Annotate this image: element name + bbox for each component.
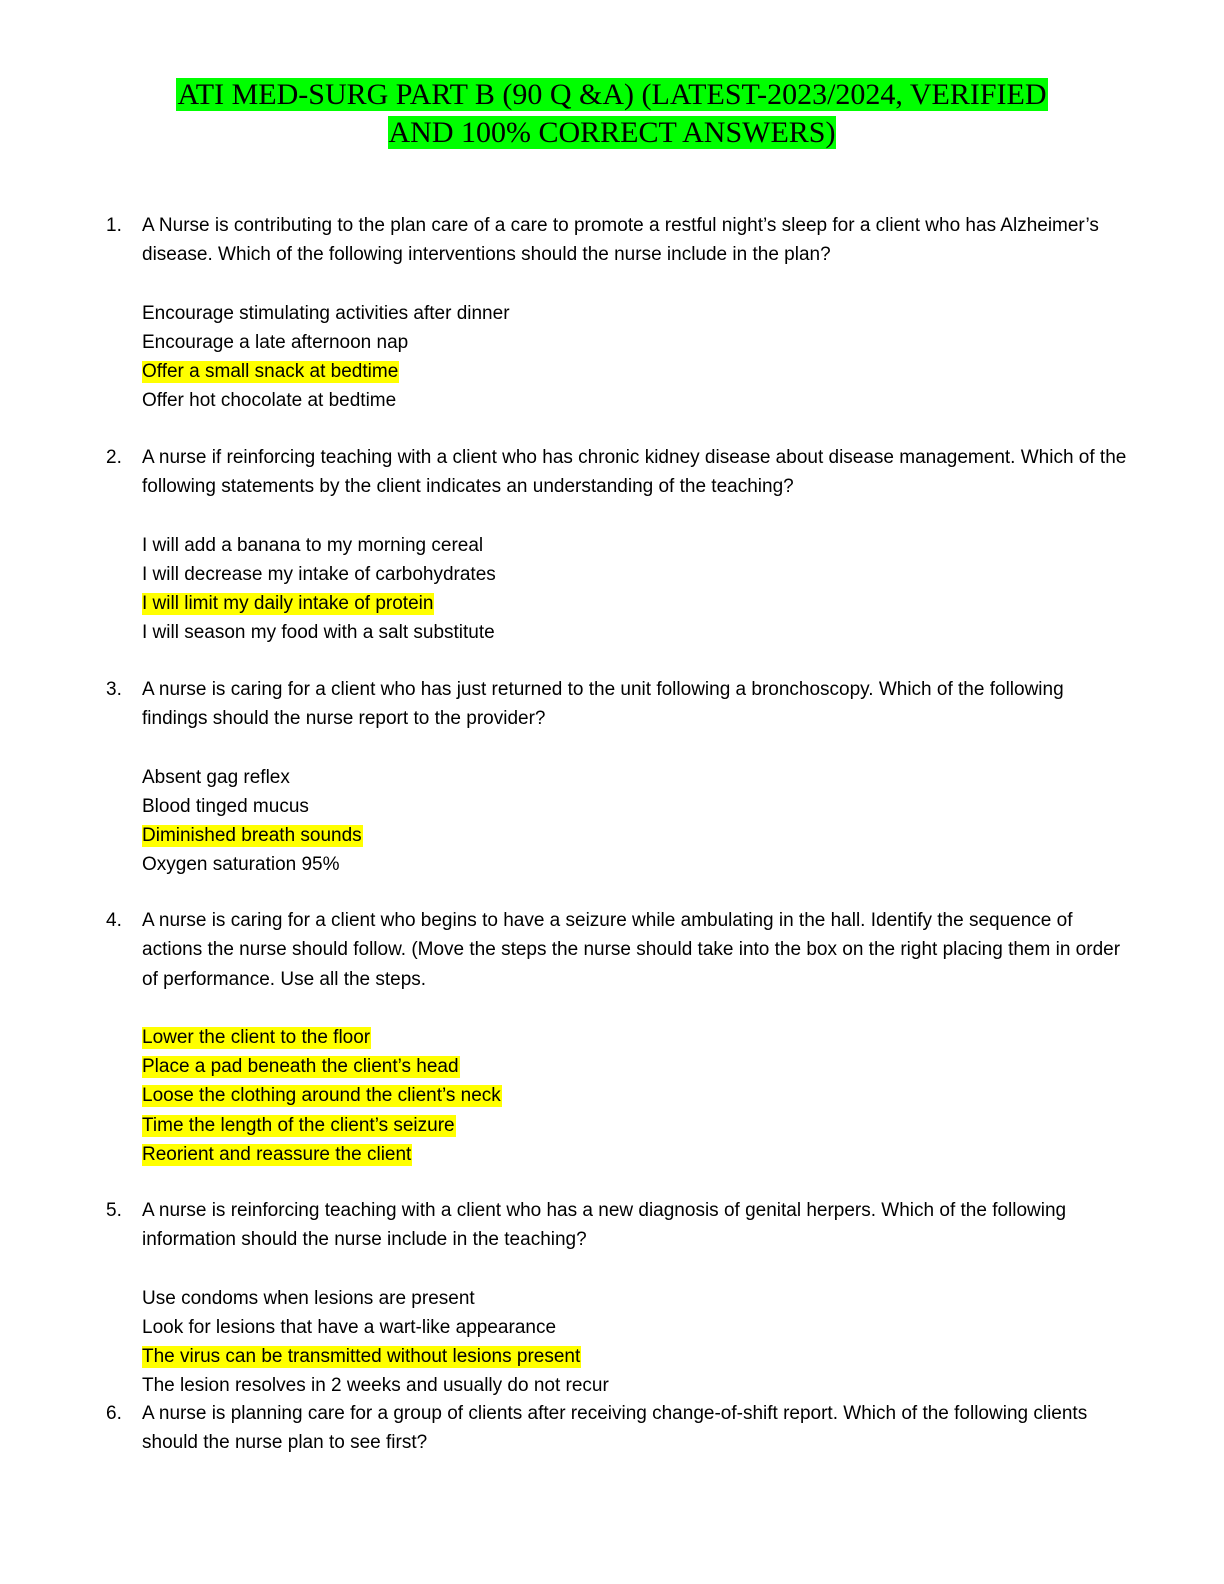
answer-options xyxy=(142,1284,1130,1401)
answer-options xyxy=(142,763,1130,880)
question-text: A nurse is caring for a client who has just returned to the unit following a bronchoscopy. Which of the following findings should the nurse report to the provider? xyxy=(142,679,1064,730)
question-4 xyxy=(100,906,1130,1169)
answer-option: Use condoms when lesions are present xyxy=(142,1287,475,1309)
answer-option: Blood tinged mucus xyxy=(142,795,309,817)
correct-answer-option: I will limit my daily intake of protein xyxy=(142,593,434,615)
answer-option: I will decrease my intake of carbohydrates xyxy=(142,563,496,585)
answer-option: Offer hot chocolate at bedtime xyxy=(142,390,397,412)
question-5 xyxy=(100,1196,1130,1401)
question-text: A Nurse is contributing to the plan care of a care to promote a restful night’s sleep for a client who has Alzheimer’s disease. Which of the following interventions should the nurse include in the plan? xyxy=(142,215,1099,266)
correct-sequence-step: Lower the client to the floor xyxy=(142,1026,371,1048)
question-2 xyxy=(100,443,1130,648)
question-number: 6. xyxy=(106,1403,122,1424)
question-6 xyxy=(100,1399,1130,1458)
answer-options xyxy=(142,531,1130,648)
correct-sequence-step: Place a pad beneath the client’s head xyxy=(142,1056,459,1078)
correct-sequence-step: Loose the clothing around the client’s neck xyxy=(142,1085,501,1107)
correct-answer-option: Offer a small snack at bedtime xyxy=(142,361,399,383)
answer-option: The lesion resolves in 2 weeks and usually do not recur xyxy=(142,1375,609,1397)
document-title xyxy=(100,76,1124,152)
answer-options xyxy=(142,299,1130,416)
question-1 xyxy=(100,211,1130,416)
question-text: A nurse if reinforcing teaching with a client who has chronic kidney disease about disease management. Which of the following statements by the client indicates an understanding of the teaching? xyxy=(142,447,1127,498)
question-text: A nurse is reinforcing teaching with a client who has a new diagnosis of genital herpers. Which of the following information should the nurse include in the teaching? xyxy=(142,1200,1067,1251)
answer-option: Encourage stimulating activities after dinner xyxy=(142,302,510,324)
question-text: A nurse is caring for a client who begins to have a seizure while ambulating in the hall. Identify the sequence of actions the nurse should follow. (Move the steps the nurse should take into the box on the right placing them in order of performance. Use all the steps. xyxy=(142,910,1121,990)
question-number: 3. xyxy=(106,679,122,700)
correct-sequence-step: Time the length of the client’s seizure xyxy=(142,1114,455,1136)
answer-options xyxy=(142,1023,1130,1169)
correct-sequence-step: Reorient and reassure the client xyxy=(142,1144,412,1166)
title-line-2: AND 100% CORRECT ANSWERS) xyxy=(388,116,836,149)
question-3 xyxy=(100,675,1130,880)
answer-option: I will season my food with a salt substitute xyxy=(142,622,495,644)
question-number: 5. xyxy=(106,1200,122,1221)
question-number: 4. xyxy=(106,910,122,931)
answer-option: Oxygen saturation 95% xyxy=(142,854,340,876)
title-line-1: ATI MED-SURG PART B (90 Q &A) (LATEST-2023/2024, VERIFIED xyxy=(177,78,1047,111)
answer-option: Encourage a late afternoon nap xyxy=(142,331,409,353)
answer-option: I will add a banana to my morning cereal xyxy=(142,534,484,556)
question-number: 2. xyxy=(106,447,122,468)
answer-option: Look for lesions that have a wart-like appearance xyxy=(142,1316,557,1338)
correct-answer-option: The virus can be transmitted without lesions present xyxy=(142,1346,581,1368)
correct-answer-option: Diminished breath sounds xyxy=(142,825,362,847)
question-number: 1. xyxy=(106,215,122,236)
question-text: A nurse is planning care for a group of clients after receiving change-of-shift report. Which of the following clients should the nurse plan to see first? xyxy=(142,1403,1088,1454)
answer-option: Absent gag reflex xyxy=(142,766,290,788)
